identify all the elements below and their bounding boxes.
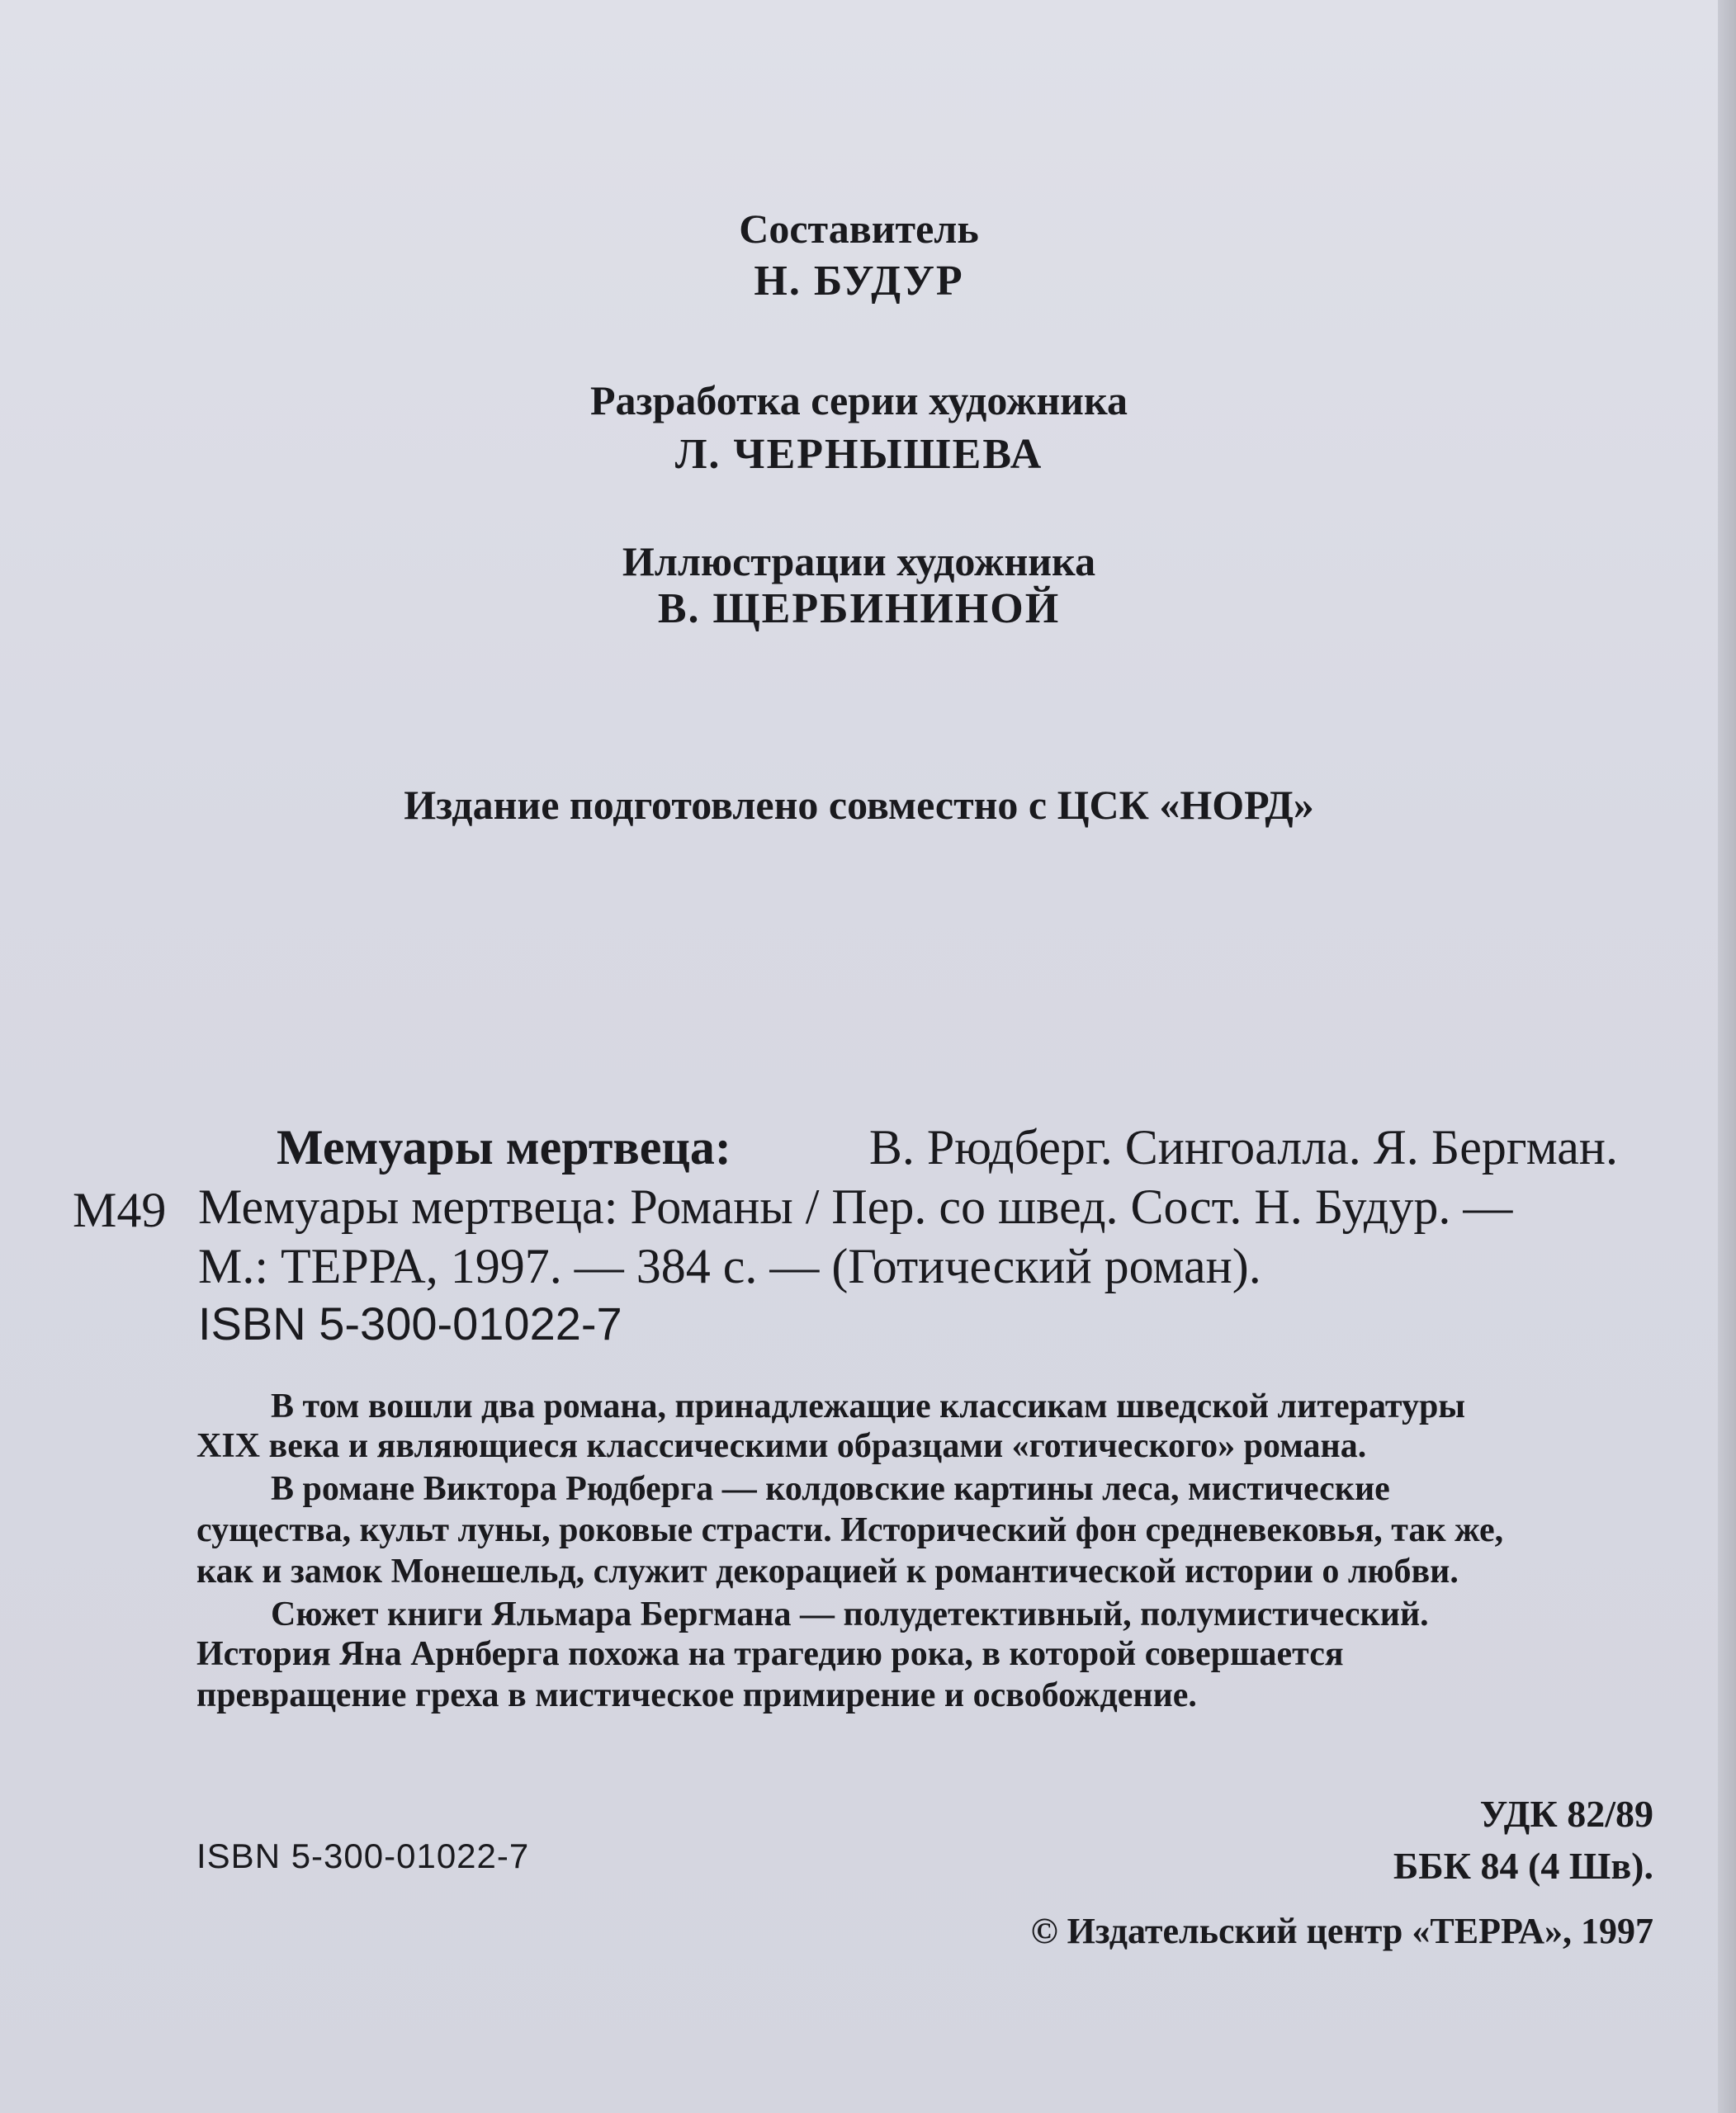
udk-code: УДК 82/89 bbox=[1479, 1793, 1653, 1835]
bbk-code: ББК 84 (4 Шв). bbox=[1393, 1845, 1653, 1887]
annotation-line: В романе Виктора Рюдберга — колдовские картины леса, мистические bbox=[271, 1470, 1390, 1508]
catalog-line-2: Мемуары мертвеца: Романы / Пер. со швед. Сост. Н. Будур. — bbox=[198, 1179, 1513, 1234]
annotation-line: как и замок Монешельд, служит декорацией к романтической истории о любви. bbox=[196, 1553, 1459, 1591]
edition-note: Издание подготовлено совместно с ЦСК «НОРД» bbox=[404, 782, 1314, 828]
catalog-isbn: ISBN 5-300-01022-7 bbox=[198, 1298, 622, 1350]
compiler-role: Составитель bbox=[739, 206, 979, 252]
illustrator-role: Иллюстрации художника bbox=[622, 538, 1096, 584]
annotation-line: превращение греха в мистическое примирение и освобождение. bbox=[196, 1676, 1197, 1714]
annotation-line: Сюжет книги Яльмара Бергмана — полудетективный, полумистический. bbox=[271, 1595, 1429, 1633]
catalog-line-1 bbox=[277, 1120, 1618, 1175]
compiler-name: Н. БУДУР bbox=[754, 258, 964, 305]
annotation-line: История Яна Арнберга похожа на трагедию рока, в которой совершается bbox=[196, 1635, 1344, 1673]
annotation-line: В том вошли два романа, принадлежащие классикам шведской литературы bbox=[271, 1387, 1466, 1425]
catalog-code: М49 bbox=[73, 1183, 167, 1237]
series-design-role: Разработка серии художника bbox=[589, 377, 1128, 423]
catalog-line-3: М.: ТЕРРА, 1997. — 384 с. — (Готический роман). bbox=[198, 1239, 1261, 1293]
illustrator-name: В. ЩЕРБИНИНОЙ bbox=[657, 585, 1061, 632]
annotation-line: XIX века и являющиеся классическими образцами «готического» романа. bbox=[196, 1427, 1367, 1465]
annotation-line: существа, культ луны, роковые страсти. Исторический фон средневековья, так же, bbox=[196, 1511, 1504, 1549]
copyright: © Издательский центр «ТЕРРА», 1997 bbox=[1030, 1911, 1653, 1951]
catalog-title-rest: В. Рюдберг. Сингоалла. Я. Бергман. bbox=[868, 1120, 1618, 1175]
isbn-bottom: ISBN 5-300-01022-7 bbox=[196, 1836, 530, 1875]
series-design-name: Л. ЧЕРНЫШЕВА bbox=[674, 431, 1043, 478]
catalog-title-bold: Мемуары мертвеца: bbox=[277, 1120, 731, 1175]
page-edge bbox=[1718, 0, 1736, 2113]
